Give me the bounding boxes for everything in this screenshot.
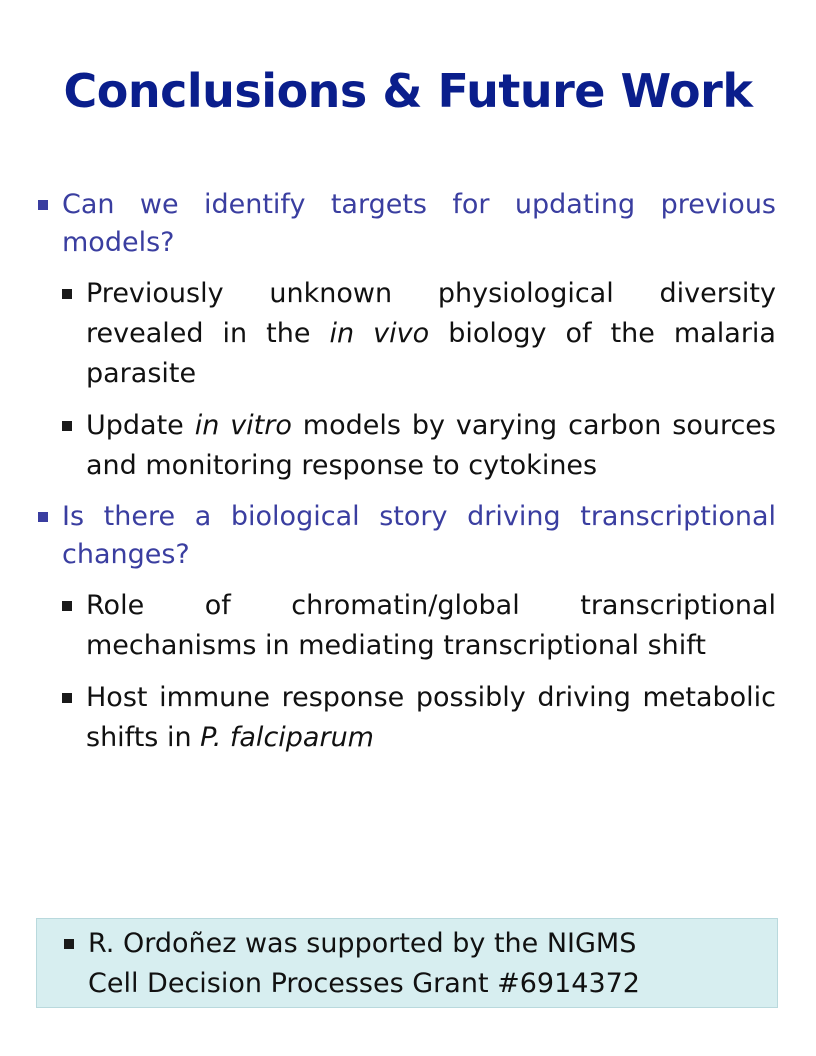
sub-bullet-text: Role of chromatin/global transcriptional mechanisms in mediating transcriptional shift <box>86 590 776 661</box>
acknowledgement-line: R. Ordoñez was supported by the NIGMS <box>88 928 637 959</box>
square-bullet-icon <box>38 200 48 210</box>
square-bullet-icon <box>62 289 72 299</box>
italic-term: P. falciparum <box>200 722 374 753</box>
sub-bullet-text: Host immune response possibly driving metabolic shifts in <box>86 682 776 753</box>
sub-bullet-text: biology of the malaria parasite <box>86 318 776 389</box>
bullet-text: Is there a biological story driving transcriptional changes? <box>62 501 776 570</box>
page-title: Conclusions & Future Work <box>63 64 753 118</box>
sub-bullet-point <box>62 678 776 758</box>
conclusions-list <box>38 186 776 770</box>
sub-bullet-point <box>62 274 776 394</box>
square-bullet-icon <box>62 693 72 703</box>
sub-bullet-text: models by varying carbon sources and monitoring response to cytokines <box>86 410 776 481</box>
bullet-point <box>38 186 776 262</box>
square-bullet-icon <box>64 939 74 949</box>
sub-bullet-text: Update <box>86 410 195 441</box>
square-bullet-icon <box>62 421 72 431</box>
acknowledgement-text <box>64 924 788 1004</box>
sub-bullet-point <box>62 586 776 666</box>
bullet-point <box>38 498 776 574</box>
italic-term: in vitro <box>194 410 292 441</box>
square-bullet-icon <box>38 512 48 522</box>
square-bullet-icon <box>62 601 72 611</box>
bullet-text: Can we identify targets for updating previous models? <box>62 189 776 258</box>
sub-bullet-text: Previously unknown physiological diversity revealed in the <box>86 278 776 349</box>
acknowledgement-line: Cell Decision Processes Grant #6914372 <box>88 968 640 999</box>
sub-bullet-point <box>62 406 776 486</box>
italic-term: in vivo <box>329 318 430 349</box>
